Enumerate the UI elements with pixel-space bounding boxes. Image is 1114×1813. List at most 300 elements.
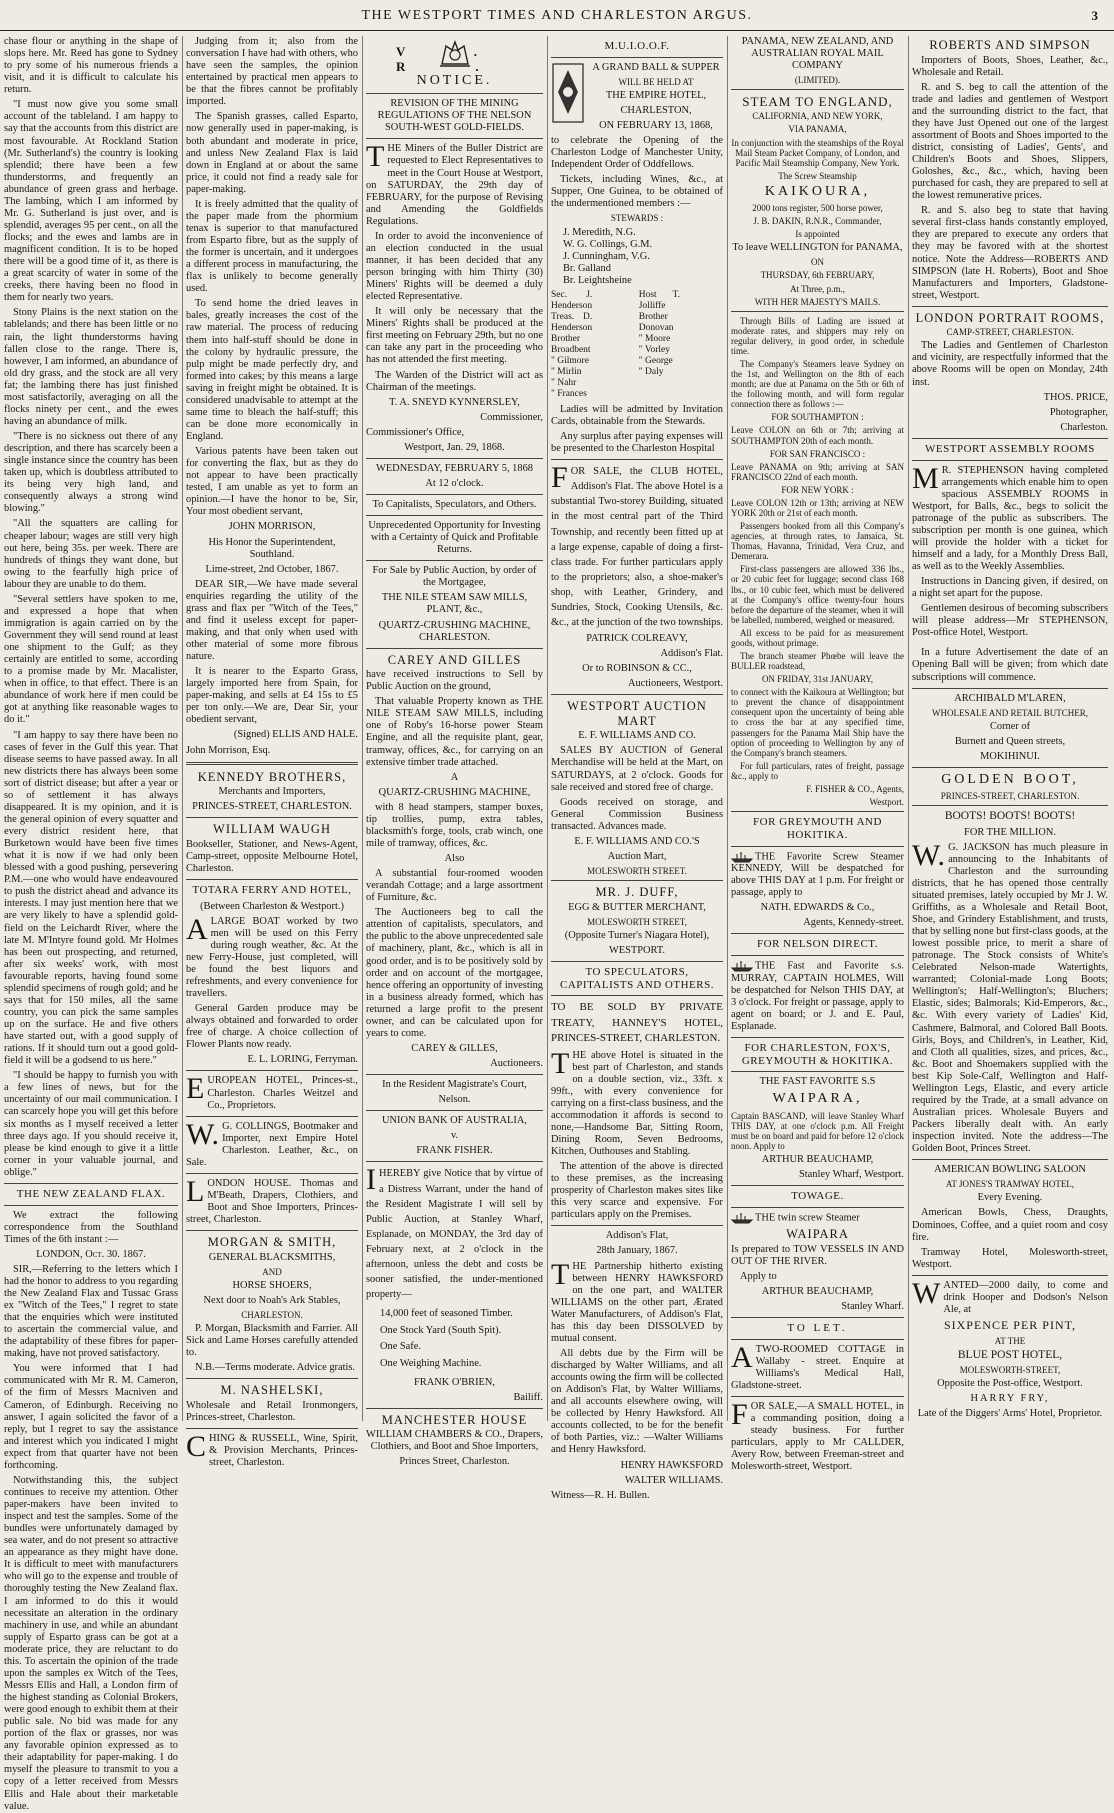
ad-line: Also <box>444 853 465 865</box>
paragraph: Stony Plains is the next station on the tablelands; and there has been little or no rain, the light thunderstorms having fallen close to the range. There is, however, I am informed, an abundance of old dry grass, and the stock are all very fat; the lambing there has just finished most satisfactorily, averaging on all the flocks ninety per cent., and the ewes having an abundance of milk. <box>4 307 178 427</box>
ad-body: P. Morgan, Blacksmith and Farrier. All Sick and Lame Horses carefully attended to. <box>186 1322 358 1359</box>
ad-line: AT THE <box>994 1335 1026 1346</box>
signature-line: Auctioneers. <box>490 1058 543 1070</box>
divider <box>731 1071 904 1072</box>
ad-line: MOLESWORTH STREET, <box>587 916 687 927</box>
signature: (Signed) ELLIS AND HALE. <box>233 729 358 741</box>
divider <box>731 89 904 90</box>
divider <box>366 1074 543 1075</box>
signature-line: Stanley Wharf, Westport. <box>799 1169 904 1181</box>
route-body: Leave COLON on 6th or 7th; arriving at SOUTHAMPTON 20th of each month. <box>731 425 904 446</box>
ball-line: CHARLESTON, <box>620 104 692 116</box>
ad-line: PRINCES-STREET, CHARLESTON. <box>192 801 352 813</box>
column-3 <box>366 36 549 1468</box>
ad-line: VIA PANAMA, <box>788 124 847 135</box>
dateline: Addison's Flat, <box>605 1230 669 1242</box>
ad-heading: TOTARA FERRY AND HOTEL, <box>192 883 352 896</box>
divider <box>366 1408 543 1409</box>
divider <box>551 694 723 695</box>
signature: E. F. WILLIAMS AND CO.'S <box>574 835 700 847</box>
ad-line <box>731 1212 904 1224</box>
column-rule <box>727 36 728 1421</box>
paragraph: "I should be happy to furnish you with a few lines of news, but for the uncertainty of our mail communication. I can scarcely hope you will get this before six months as I myself received a letter three days ago. If you should receive it, please be kind enough to give it a little corner in your valuable journal, and oblige." <box>4 1070 178 1178</box>
paragraph: We extract the following correspondence from the Southland Times of the 6th instant :— <box>4 1209 178 1245</box>
auction-date: WEDNESDAY, FEBRUARY 5, 1868 <box>376 462 533 474</box>
oddfellows-emblem-icon <box>551 62 585 124</box>
ad-line: CALIFORNIA, AND NEW YORK, <box>752 111 883 122</box>
court-line: In the Resident Magistrate's Court, <box>382 1079 527 1091</box>
list-item: One Stock Yard (South Spit). <box>380 1324 502 1336</box>
ad-heading: WESTPORT ASSEMBLY ROOMS <box>925 442 1095 455</box>
paragraph: It is nearer to the Esparto Grass, largely imported here from Spain, for paper-making, and sells at £4 15s to £5 per ton only.—We are, Dear Sir, your obedient servant, <box>186 666 358 726</box>
divider <box>186 1173 358 1174</box>
divider <box>912 1275 1108 1276</box>
ad-body: FOR SALE,—A SMALL HOTEL, in a commanding position, doing a steady business. For further particulars, apply to Mr CALLDER, Avery Row, between Freeman-street and Molesworth-street, Westport. <box>731 1398 904 1473</box>
ad-line: BLUE POST HOTEL, <box>957 1348 1063 1361</box>
signature: FRANK O'BRIEN, <box>414 1376 495 1388</box>
ad-body: All excess to be paid for as measurement goods, without primage. <box>731 627 904 648</box>
ad-line: E. F. WILLIAMS AND CO. <box>578 730 696 742</box>
committee-member: " Daly <box>638 366 664 377</box>
ad-line: HORSE SHOERS, <box>232 1279 312 1291</box>
ad-heading: MORGAN & SMITH, <box>207 1235 337 1250</box>
ad-body: Goods received on storage, and General Commission Business transacted. Advances made. <box>551 796 723 832</box>
ad-line: EGG & BUTTER MERCHANT, <box>568 901 706 913</box>
signature: THOS. PRICE, <box>1043 391 1108 403</box>
divider <box>4 1205 178 1206</box>
committee-table <box>551 290 723 400</box>
committee-member: " Frances <box>551 388 587 399</box>
ad-body: Wholesale and Retail Ironmongers, Princes-street, Charleston. <box>186 1399 358 1423</box>
ad-heading: MANCHESTER HOUSE <box>381 1412 528 1427</box>
ad-body: The Company's Steamers leave Sydney on the 1st, and Wellington on the 8th of each month; are due at Panama on the 5th or 6th of the following month, and will form regular connection there as follows :— <box>731 358 904 410</box>
ad-body: First-class passengers are allowed 336 lbs., or 20 cubic feet for luggage; second class 168 lbs., or 10 cubic feet, which must be delivered at the Company's office twenty-four hours before the departure of the steamer, when it will be labelled, numbered, weighed or measured. <box>731 564 904 625</box>
divider <box>731 1037 904 1038</box>
auction-line: Unprecedented Opportunity for Investing with a Certainty of Quick and Profitable Returns. <box>368 520 541 556</box>
divider <box>186 1378 358 1379</box>
ad-body: W.G. COLLINGS, Bootmaker and Importer, next Empire Hotel Charleston. Leather, &c., on Sale. <box>186 1117 358 1168</box>
paragraph: It is freely admitted that the quality of the paper made from the phormium tenax is superior to that manufactured from Esparto fibre, but as the supply of the former is uncertain, and it undergoes a different process in manufacturing, the flax is unlikely to become generally used. <box>186 198 358 295</box>
ad-heading: WESTPORT AUCTION MART <box>567 699 707 728</box>
divider <box>731 933 904 934</box>
steward-name: J. Cunningham, V.G. <box>563 250 650 262</box>
ad-line: THURSDAY, 6th FEBRUARY, <box>760 270 875 281</box>
ad-body: Is prepared to TOW VESSELS IN AND OUT OF THE RIVER. <box>731 1243 904 1267</box>
signature-line: Addison's Flat. <box>660 648 723 660</box>
ad-heading: AMERICAN BOWLING SALOON <box>934 1164 1086 1176</box>
ad-heading: STEAM TO ENGLAND, <box>742 94 893 110</box>
ad-heading: GOLDEN BOOT, <box>941 771 1079 787</box>
column-6 <box>912 36 1108 1421</box>
ad-line: WITH HER MAJESTY'S MAILS. <box>754 296 881 307</box>
committee-member: Treas. D. Henderson <box>551 311 593 333</box>
ad-line: Next door to Noah's Ark Stables, <box>203 1294 341 1306</box>
ad-body: ATWO-ROOMED COTTAGE in Wallaby - street. Enquire at Williams's Medical Hall, Gladstone-street. <box>731 1340 904 1392</box>
auction-line: To Capitalists, Speculators, and Others. <box>372 499 537 511</box>
ad-line: CAMP-STREET, CHARLESTON. <box>946 327 1074 338</box>
ad-line: MOKIHINUI. <box>980 750 1040 762</box>
ad-heading: KENNEDY BROTHERS, <box>197 769 347 784</box>
signature-line: Commissioner, <box>480 411 543 423</box>
ad-body: FOR SALE, the CLUB HOTEL, Addison's Flat. The above Hotel is a substantial Two-storey Building, situated in the most central part of the Third Township, and recently been fitted up at a large expense, capable of doing a first-class trade. For further particulars apply to the proprietors; also, a shoe-maker's shop, with Leather, Grindery, and Sundries, Stock, Cooking Utensils, &c. &c., at the junction of the two townships. <box>551 461 723 629</box>
paragraph: You were informed that I had communicated with Mr R. M. Cameron, of the firm of Messrs Macniven and Cameron, of Edinburgh. Receiving no answer, I again solicited the favor of a reply, but I regret to say the assistance and interest which you indicated I might expect from that quarter have not been forthcoming. <box>4 1363 178 1471</box>
divider <box>551 880 723 881</box>
column-5 <box>731 36 904 1473</box>
ad-body: R. and S. beg to call the attention of the trade and ladies and gentlemen of Westport and the surrounding district to the fact, that they have Just Opened out one of the largest assortment of Boots and Shoes imported to the district, consisting of Ladies', Gents', and Children's Boots and Shoes, Slippers, Goloshes, &c., &c., which, having been purchased for cash, they are prepared to sell at the lowest remunerative prices. <box>912 81 1108 202</box>
column-rule <box>547 36 548 1421</box>
ad-line: Corner of <box>989 720 1031 732</box>
ball-header <box>551 62 723 135</box>
divider <box>366 515 543 516</box>
ad-body: with 8 head stampers, stamper boxes, tip trollies, pump, extra tables, blacksmith's forge, tools, crab winch, one mile of tramway, offices, &c. <box>366 801 543 849</box>
steamship-icon <box>731 1212 753 1224</box>
ad-line: GENERAL BLACKSMITHS, <box>208 1251 336 1263</box>
column-2 <box>186 36 358 1468</box>
signature-line: Agents, Kennedy-street. <box>803 917 904 929</box>
committee-member: Brother Broadbent <box>551 333 591 355</box>
committee-member: " Moore <box>638 333 671 344</box>
ad-body: The Auctioneers beg to call the attention of capitalists, speculators, and the public to the above unprecedented sale of machinery, plant, &c., which is all in good order, and is to be positively sold by order and on account of the mortgagee, hence offering an opportunity of investing in a business already formed, which has returned a large profit to the present owner, and can be calculated upon for years to come. <box>366 907 543 1039</box>
royal-crest-icon <box>438 36 472 68</box>
ad-line: Every Evening. <box>977 1192 1043 1204</box>
steamship-icon <box>731 851 753 863</box>
signature-line: Westport. <box>869 797 904 808</box>
ad-line: THE FAST FAVORITE S.S <box>759 1076 876 1088</box>
signature: T. A. SNEYD KYNNERSLEY, <box>389 396 520 408</box>
divider <box>551 1225 723 1226</box>
ad-line: 2000 tons register, 500 horse power, <box>752 203 883 214</box>
vr-label: V. R. <box>396 44 549 75</box>
column-rule <box>908 36 909 1421</box>
divider <box>731 1207 904 1208</box>
committee-member: " George <box>638 355 673 366</box>
signature-line: Bailiff. <box>513 1391 543 1403</box>
divider <box>186 817 358 818</box>
ad-body: Gentlemen desirous of becoming subscribers will please address—Mr STEPHENSON, Post-office Hotel, Westport. <box>912 603 1108 639</box>
ad-line: ON <box>811 257 824 268</box>
stewards-heading: STEWARDS : <box>610 213 664 224</box>
stewards-list <box>563 227 723 287</box>
committee-member: Host T. Jolliffe <box>638 289 681 311</box>
paragraph: "Several settlers have spoken to me, and expressed a hope that when immigration is again carried on by the Government they will send round at least one shipment to the Gulf; as they certainly are entitled to some, according to a promise made by Mr. Macalister, when in office, to that effect. There is an abundance of work here if men could be got at anything like reasonable wages to do it." <box>4 593 178 726</box>
ad-body: to connect with the Kaikoura at Wellington; but to prevent the chance of disappointment consequent upon the uncertainty of being able to cross the bar at any specified time, passengers for the Panama Mail Ship have the option of proceeding to Wellington by any of the Company's branch steamers. <box>731 687 904 758</box>
divider <box>912 438 1108 439</box>
ad-line: Princes Street, Charleston. <box>399 1456 510 1468</box>
ball-body: Tickets, including Wines, &c., at Supper, One Guinea, to be obtained of the undermentioned members :— <box>551 174 723 210</box>
ship-name: KAIKOURA, <box>764 183 871 199</box>
divider <box>186 1070 358 1071</box>
ad-line: To leave WELLINGTON for PANAMA, <box>732 242 903 254</box>
signature: PATRICK COLREAVY, <box>586 633 688 645</box>
divider <box>912 1159 1108 1160</box>
divider <box>731 1185 904 1186</box>
ball-line: ON FEBRUARY 13, 1868, <box>599 120 713 132</box>
divider <box>731 1339 904 1340</box>
signature: HARRY FRY, <box>970 1393 1050 1405</box>
divider <box>366 1110 543 1111</box>
steamship-icon <box>731 960 753 972</box>
ad-body: Tramway Hotel, Molesworth-street, Westport. <box>912 1246 1108 1270</box>
signature-line: Commissioner's Office, <box>366 426 465 438</box>
ad-text: THE twin screw Steamer <box>755 1212 860 1224</box>
committee-member: " Gilmore <box>551 355 589 366</box>
ad-heading: M.U.I.O.O.F. <box>604 40 670 52</box>
article-heading: THE NEW ZEALAND FLAX. <box>16 1187 166 1200</box>
committee-right <box>639 290 723 400</box>
ad-line: BOOTS! BOOTS! BOOTS! <box>944 810 1076 823</box>
case-party: UNION BANK OF AUSTRALIA, <box>382 1115 527 1127</box>
committee-member: " Nahr <box>551 377 577 388</box>
notice-body: THE Miners of the Buller District are requested to Elect Representatives to meet in the Court House at Westport, on SATURDAY, the 29th day of FEBRUARY, for the purpose of Revising and Amending the Goldfields Regulations. <box>366 140 543 227</box>
signature: E. L. LORING, Ferryman. <box>247 1054 358 1066</box>
steward-name: J. Meredith, N.G. <box>563 226 636 238</box>
ad-line: TO BE SOLD BY PRIVATE TREATY, HANNEY'S HOTEL, PRINCES-STREET, CHARLESTON. <box>551 1001 723 1045</box>
signature-line: Auctioneers, Westport. <box>627 678 723 690</box>
ad-body: Passengers booked from all this Company's agencies, at through rates, to Jamaica, St. Thomas, Havanna, Trinidad, Vera Cruz, and Demerara. <box>731 521 904 562</box>
ad-body: In a future Advertisement the date of an Opening Ball will be given; from which date subscriptions will commence. <box>912 647 1108 683</box>
ship-name: WAIPARA <box>786 1227 849 1242</box>
ad-body: EUROPEAN HOTEL, Princes-st., Charleston. Charles Weitzel and Co., Proprietors. <box>186 1072 358 1111</box>
signature: ARTHUR BEAUCHAMP, <box>761 1153 874 1165</box>
ad-body: R. and S. also beg to state that having several first-class hands constantly employed, they are prepared to execute any orders that they may be favored with at the shortest notice. Note the Address—ROBERTS AND SIMPSON (late H. Roberts), Boot and Shoe Manufacturers and Importers, Gladstone-street, Westport. <box>912 205 1108 301</box>
ad-text: THE Favorite Screw Steamer KENNEDY, Will be despatched for above THIS DAY at 1 p.m. For freight or passage, apply to <box>731 850 904 899</box>
ad-line: At Three, p.m., <box>790 283 845 294</box>
ad-line: J. B. DAKIN, R.N.R., Commander, <box>753 216 882 227</box>
ad-body: American Bowls, Chess, Draughts, Dominoes, Coffee, and a quiet room and cosy fire. <box>912 1207 1108 1243</box>
signature-line: Auction Mart, <box>607 850 667 862</box>
paragraph: Notwithstanding this, the subject continues to receive my attention. Other paper-makers have been invited to inspect and test the samples. Some of the bundles were unfortunately damaged by sea water, and do not present so attractive an appearance as they might have done. It is difficult to meet with manufacturers who will go to the expense and trouble of thoroughly testing the New Zealand flax. I am informed to do this it would necessitate an alteration in the ordinary machinery in use, and while an abundant supply of Esparto grass can be got at a moderate price, they are reluctant to do this. To ascertain the opinion of the trade upon the samples ex Witch of the Tees, Messrs Ellis and Hall, a London firm of the highest standing as Colonial Brokers, were good enough to exhibit them at their public sale. No bid was made for any portion of the flax or grasses, nor was any favorable opinion expressed as to their adaptability for paper-making. I do myself the pleasure to transmit to you a copy of a letter received from Messrs Ellis and Hale about their marketable value. <box>4 1474 178 1812</box>
ad-body: Captain BASCAND, will leave Stanley Wharf THIS DAY, at one o'clock p.m. All Freight must be on board and paid for before 12 o'clock noon. Apply to <box>731 1110 904 1151</box>
ad-body: That valuable Property known as THE NILE STEAM SAW MILLS, including one of Roby's 16-horse power Steam Engine, and all the requisite plant, gear, tramway, offices, &c., for carrying on an extensive timber trade attached. <box>366 696 543 768</box>
divider <box>186 1230 358 1231</box>
committee-member: " Vorley <box>638 344 670 355</box>
signature-line: Witness—R. H. Bullen. <box>551 1489 650 1501</box>
ad-line: (LIMITED). <box>794 75 841 86</box>
divider <box>912 306 1108 307</box>
ad-body: THE above Hotel is situated in the best part of Charleston, and stands on a double section, viz., 33ft. x 99ft., with every convenience for carrying on a first-class business, and the accommodation it affords is second to none,—Handsome Bar, Sitting Room, Dining Room, Seven Bedrooms, Kitchen, Outhouses and Stabling. <box>551 1046 723 1157</box>
ad-body: The attention of the above is directed to these premises, as the increasing prosperity of Charleston makes sites like this very scarce and expensive. For particulars apply on the Premises. <box>551 1161 723 1221</box>
ad-line: AT JONES'S TRAMWAY HOTEL, <box>945 1179 1075 1190</box>
steward-name: Br. Galland <box>563 262 611 274</box>
committee-left <box>551 290 635 400</box>
ad-line: Apply to <box>740 1270 777 1282</box>
ad-line: Is appointed <box>795 229 840 240</box>
divider <box>186 1428 358 1429</box>
ad-line: WESTPORT. <box>608 944 666 956</box>
notice-title: REVISION OF THE MINING REGULATIONS OF THE NELSON SOUTH-WEST GOLD-FIELDS. <box>377 98 532 134</box>
paragraph: The Spanish grasses, called Esparto, now generally used in paper-making, is both abundant and moderate in price, and unless New Zealand Flax is laid down in England at or about the same price, it could not find a ready sale for paper-making. <box>186 111 358 195</box>
case-party: FRANK FISHER. <box>416 1145 493 1157</box>
divider <box>366 1161 543 1162</box>
ad-body: MR. STEPHENSON having completed arrangements which enable him to open spacious ASSEMBLY ROOMS in Westport, for Balls, &c., begs to solicit the patronage of the public as subscribers. The subscription per month is one guinea, which will provide the holder with a ticket for himself and a lady, for a Monthly Dress Ball, as well as to the Weekly Assemblies. <box>912 461 1108 573</box>
royal-notice-header <box>366 36 549 75</box>
paragraph: "There is no sickness out there of any description, and there has scarcely been a single instance since the country has been taken up, which is doubtless attributed to its being very high land, and consequently always a strong wind blowing." <box>4 431 178 515</box>
ad-text: THE Fast and Favorite s.s. MURRAY, CAPTAIN HOLMES, Will be despatched for Nelson THIS DAY, at 3 o'clock. For freight or passage, apply to agent on board; or J. and E. Paul, Esplanade. <box>731 960 904 1032</box>
divider <box>366 93 543 94</box>
ad-body: WILLIAM CHAMBERS & CO., Drapers, Clothiers, and Boot and Shoe Importers, <box>366 1429 543 1453</box>
ad-heading: FOR CHARLESTON, FOX'S, GREYMOUTH & HOKITIKA. <box>741 1041 894 1067</box>
divider <box>186 1116 358 1117</box>
signature-line: Stanley Wharf. <box>841 1301 904 1313</box>
ad-heading: ROBERTS AND SIMPSON <box>929 38 1091 52</box>
ad-heading: PANAMA, NEW ZEALAND, AND AUSTRALIAN ROYAL MAIL COMPANY <box>741 36 894 72</box>
route-heading: FOR SOUTHAMPTON : <box>771 412 864 423</box>
ad-heading: TO SPECULATORS, CAPITALISTS AND OTHERS. <box>560 965 714 991</box>
auction-line: QUARTZ-CRUSHING MACHINE, CHARLESTON. <box>378 619 531 643</box>
divider <box>731 811 904 812</box>
signature-line: Charleston. <box>1060 421 1108 433</box>
paragraph: "I must now give you some small account of the tableland. I am happy to say that the accounts from this district are most favourable. At Rockland Station (Mr. Sutherland's) the country is looking splendid; there have been a few thunderstorms, and frequently an abundance of green grass and herbage. The lambing, which I am informed by Mr. G. Sutherland is just over, and is splendid, averages 95 per cent., on all the flocks; and the ewes and lambs are in magnificent condition. It is to be hoped there will be a good time of it, as there is a great scarcity of water in some of the creeks, there having been no flood in them for nearly two years. <box>4 99 178 304</box>
ball-body: to celebrate the Opening of the Charleston Lodge of Manchester Unity, Independent Order of Oddfellows. <box>551 135 723 171</box>
ad-body: Instructions in Dancing given, if desired, on a night set apart for the pupose. <box>912 576 1108 600</box>
divider <box>912 688 1108 689</box>
items-list <box>380 1306 543 1373</box>
ball-body: Any surplus after paying expenses will be presented to the Charleston Hospital <box>551 431 723 455</box>
divider <box>912 805 1108 806</box>
divider <box>912 460 1108 461</box>
route-body: Leave PANAMA on 9th; arriving at SAN FRANCISCO 22nd of each month. <box>731 461 904 482</box>
route-body: Leave COLON 12th or 13th; arriving at NEW YORK 20th or 21st of each month. <box>731 497 904 518</box>
ad-line: A <box>450 771 459 783</box>
notice-heading: NOTICE. <box>416 73 493 88</box>
notice-body: All debts due by the Firm will be discharged by Walter Williams, and all accounts owing the firm will be collected on Addison's Flat, by Walter Williams, and all accounts elsewhere owing, will be collected by Henry Hawksford. All accounts collected, to be for the benefit of both Parties, viz.: —Walter Williams and Henry Hawksford. <box>551 1347 723 1456</box>
newspaper-title: THE WESTPORT TIMES AND CHARLESTON ARGUS. <box>361 8 753 23</box>
signature: Or to ROBINSON & CC., <box>582 663 692 675</box>
divider <box>366 494 543 495</box>
ad-line: PRINCES-STREET, CHARLESTON. <box>940 791 1080 802</box>
signature-line: Photographer, <box>1049 406 1108 418</box>
ad-body: N.B.—Terms moderate. Advice gratis. <box>195 1362 355 1374</box>
ad-line: Merchants and Importers, <box>218 786 326 798</box>
column-rule <box>362 36 363 1421</box>
ad-line: Burnett and Queen streets, <box>954 735 1066 747</box>
list-item: One Safe. <box>380 1341 421 1353</box>
divider <box>186 879 358 880</box>
route-heading: FOR NEW YORK : <box>781 484 854 495</box>
divider <box>186 762 358 765</box>
divider <box>551 459 723 460</box>
column-4 <box>551 36 723 1501</box>
signature: WALTER WILLIAMS. <box>624 1474 723 1486</box>
ad-heading: FOR GREYMOUTH AND HOKITIKA. <box>753 816 882 841</box>
auction-line: For Sale by Public Auction, by order of the Mortgagee, <box>372 565 537 589</box>
divider <box>366 560 543 561</box>
ad-heading: MR. J. DUFF, <box>595 885 679 900</box>
ad-body: Importers of Boots, Shoes, Leather, &c., Wholesale and Retail. <box>912 54 1108 78</box>
ad-line: (Opposite Turner's Niagara Hotel), <box>564 929 710 941</box>
signature: JOHN MORRISON, <box>228 521 316 533</box>
steward-name: Br. Leightsheine <box>563 274 632 286</box>
divider <box>366 648 543 649</box>
notice-body: It will only be necessary that the Miners' Rights shall be produced at the first meeting on February 29th, but no one can take any part in the proceeding who has not attended the first meeting. <box>366 306 543 366</box>
auction-line: THE NILE STEAM SAW MILLS, PLANT, &c., <box>381 592 528 616</box>
ad-heading: TO LET. <box>787 1322 848 1335</box>
column-1 <box>4 36 178 1812</box>
ad-body: In conjunction with the steamships of the Royal Mail Steam Packet Company, of London, and Pacific Mail Steamship Company, New York. <box>731 137 904 168</box>
divider <box>551 995 723 996</box>
committee-member: " Mirlin <box>551 366 582 377</box>
column-rule <box>182 36 183 1421</box>
ad-heading: WILLIAM WAUGH <box>213 822 331 837</box>
signature: NATH. EDWARDS & Co., <box>760 902 875 914</box>
paragraph: DEAR SIR,—We have made several enquiries regarding the utility of the grass and flax per "Witch of the Tees," and find it useless except for paper-making, and that only when used with other material of some more fibrous nature. <box>186 578 358 663</box>
dateline: LONDON, Oct. 30. 1867. <box>36 1248 146 1260</box>
ad-heading: ARCHIBALD M'LAREN, <box>954 692 1066 704</box>
auction-time: At 12 o'clock. <box>425 477 484 489</box>
ad-line: The Screw Steamship <box>778 170 857 181</box>
ad-body: General Garden produce may be always obtained and forwarded to order free of charge. A choice collection of Flower Plants now ready. <box>186 1003 358 1051</box>
paragraph: "All the squatters are calling for cheaper labour; wages are still very high out here, being 35s. per week. There are hundreds of things they want done, but owing to the fearfully high price of labour they are unable to do them. <box>4 518 178 590</box>
ad-heading: LONDON PORTRAIT ROOMS, <box>915 310 1105 325</box>
divider <box>551 961 723 962</box>
divider <box>551 57 723 58</box>
ad-heading: FOR NELSON DIRECT. <box>757 938 878 951</box>
divider <box>731 1317 904 1318</box>
notice-body: THE Partnership hitherto existing between HENRY HAWKSFORD on the one part, and WALTER WILLIAMS on the other part, Ærated Water Manufacturers, of Addison's Flat, has this day been DISSOLVED by mutual consent. <box>551 1257 723 1344</box>
divider <box>731 1396 904 1397</box>
signature-line: MOLESWORTH STREET. <box>587 865 687 876</box>
ad-body: LONDON HOUSE. Thomas and M'Beath, Drapers, Clothiers, and Boot and Shoe Importers, Princes-street, Charleston. <box>186 1174 358 1226</box>
signature: F. FISHER & CO., Agents, <box>806 783 904 794</box>
ad-heading: TOWAGE. <box>791 1190 844 1203</box>
ad-line: FOR THE MILLION. <box>964 826 1056 838</box>
address-line: Lime-street, 2nd October, 1867. <box>205 563 339 575</box>
divider <box>366 138 543 139</box>
masthead <box>0 0 1114 31</box>
ad-body: Through Bills of Lading are issued at moderate rates, and shippers may rely on regular delivery, in good order, in schedule time. <box>731 315 904 356</box>
ad-heading: M. NASHELSKI, <box>220 1383 324 1398</box>
paragraph: "I am happy to say there have been no cases of fever in the Gulf this year. That disease seems to have passed away. In all new districts there has always been some sort of district disease; but after a year or so of settlement it has always disappeared. It is my opinion, and it is the general opinion of every squatter and every district resident here, that Burketown would have been five times what it is now if we had only been blessed with a good pushing, persevering P.M.—one who would have endeavoured to push the district ahead and advance its interests. I may just mention here that we are very likely to have a splendid gold-field on the Leichardt River, where the late M. M'Intyre found gold. Mr Holmes has been out prospecting, and returned, after six weeks' work, with most favourable reports, having found some splendid specimens of rough gold; and he says that for 150 miles, all the same country, you can pick the same samples up on the surface. He and five others have started out, with a good supply of rations. If it should turn out a good gold-field it will be a godsend to us here." <box>4 729 178 1067</box>
divider <box>731 846 904 847</box>
divider <box>366 458 543 459</box>
notice-body: The Warden of the District will act as Chairman of the meetings. <box>366 369 543 393</box>
ad-line: CHARLESTON. <box>241 1309 303 1320</box>
ad-body: SALES BY AUCTION of General Merchandise will be held at the Mart, on SATURDAYS, at 2 o'clock. Goods for sale received and stored free of charge. <box>551 745 723 793</box>
ad-line: SIXPENCE PER PINT, <box>943 1317 1077 1332</box>
ad-line: Opposite the Post-office, Westport. <box>937 1378 1083 1390</box>
ad-body: CHING & RUSSELL, Wine, Spirit, & Provision Merchants, Princes-street, Charleston. <box>186 1429 358 1468</box>
signature-line: Westport, Jan. 29, 1868. <box>404 441 505 453</box>
ad-body: A substantial four-roomed wooden verandah Cottage; and a large assortment of Furniture, &c. <box>366 868 543 904</box>
ad-line: MOLESWORTH-STREET, <box>959 1365 1061 1376</box>
ad-body: The branch steamer Phœbe will leave the BULLER roadstead, <box>731 651 904 672</box>
ad-body <box>731 960 904 1033</box>
ad-body: W.G. JACKSON has much pleasure in announcing to the Inhabitants of Charleston and the surrounding districts, that he has opened those centrally situated premises, lately occupied by Mr J. W. Griffiths, as a Wholesale and Retail Boot, Shoe, and Grindery Establishment, and trusts, that by selling none but first-class goods, at the lowest possible price, to merit a share of patronage. The Stock consists of White's Celebrated Nelson-made Watertights, warranted; Colonial-made Long Boots; Wellington's; Half-Wellington's; Bluchers; Elastic, sides; Balmorals; Kid-Emperors, &c., &c. With every variety of Ladies' Kid, Cashmere, Balmoral, and Colored Ball Boots. Girls, Boys, and Children's, in Leather, Kid, and Cloth all qualities, sizes, and prices, &c., &c. Boot and Shoemakers supplied with the best Kip Sole-Calf, Wellington and Half-Wellington Legs, Elastic, and every article required by the Trade, at a small advance on Australian prices. Wholesale Buyers and Packers liberally dealt with. An early inspection invited. Note the address—The Golden Boot, Princes Street. <box>912 838 1108 1155</box>
ad-line: ON FRIDAY, 31st JANUARY, <box>761 674 874 685</box>
ball-title: A GRAND BALL & SUPPER <box>592 61 720 73</box>
case-versus: v. <box>450 1130 459 1142</box>
signature-line: John Morrison, Esq. <box>186 744 271 756</box>
signature: HENRY HAWKSFORD <box>620 1459 723 1471</box>
ad-body: WANTED—2000 daily, to come and drink Hooper and Dodson's Nelson Ale, at <box>912 1276 1108 1315</box>
notice-body: In order to avoid the inconvenience of an election conducted in the usual manner, it has been decided that any person bringing with him Thirty (30) Miners' Rights will be deemed a duly elected Representative. <box>366 230 543 303</box>
ball-line: WILL BE HELD AT <box>618 76 694 87</box>
paragraph: Various patents have been taken out for converting the flax, but as they do not appear to have been practically tested, I am unable as yet to form an opinion.—I have the honor to be, Sir, Your most obedient servant, <box>186 446 358 518</box>
notice-body: IHEREBY give Notice that by virtue of a Distress Warrant, under the hand of the Resident Magistrate I will sell by Public Auction, at Stanley Wharf, Esplanade, on MONDAY, the 3rd day of February next, at 2 o'clock in the afternoon, unless the debt and costs be sooner satisfied, the under-mentioned property— <box>366 1163 543 1301</box>
ship-name: WAIPARA, <box>772 1091 863 1107</box>
committee-member: Brother Donovan <box>638 311 674 333</box>
signature: CAREY & GILLES, <box>411 1042 498 1054</box>
list-item: 14,000 feet of seasoned Timber. <box>380 1308 513 1320</box>
committee-member: Sec. J. Henderson <box>551 289 593 311</box>
divider <box>4 1183 178 1184</box>
dateline: 28th January, 1867. <box>596 1245 678 1257</box>
signature: ARTHUR BEAUCHAMP, <box>761 1286 874 1297</box>
ad-body: Bookseller, Stationer, and News-Agent, Camp-street, opposite Melbourne Hotel, Charleston. <box>186 838 358 874</box>
ad-line: (Between Charleston & Westport.) <box>200 900 344 912</box>
divider <box>731 955 904 956</box>
list-item: One Weighing Machine. <box>380 1358 482 1370</box>
